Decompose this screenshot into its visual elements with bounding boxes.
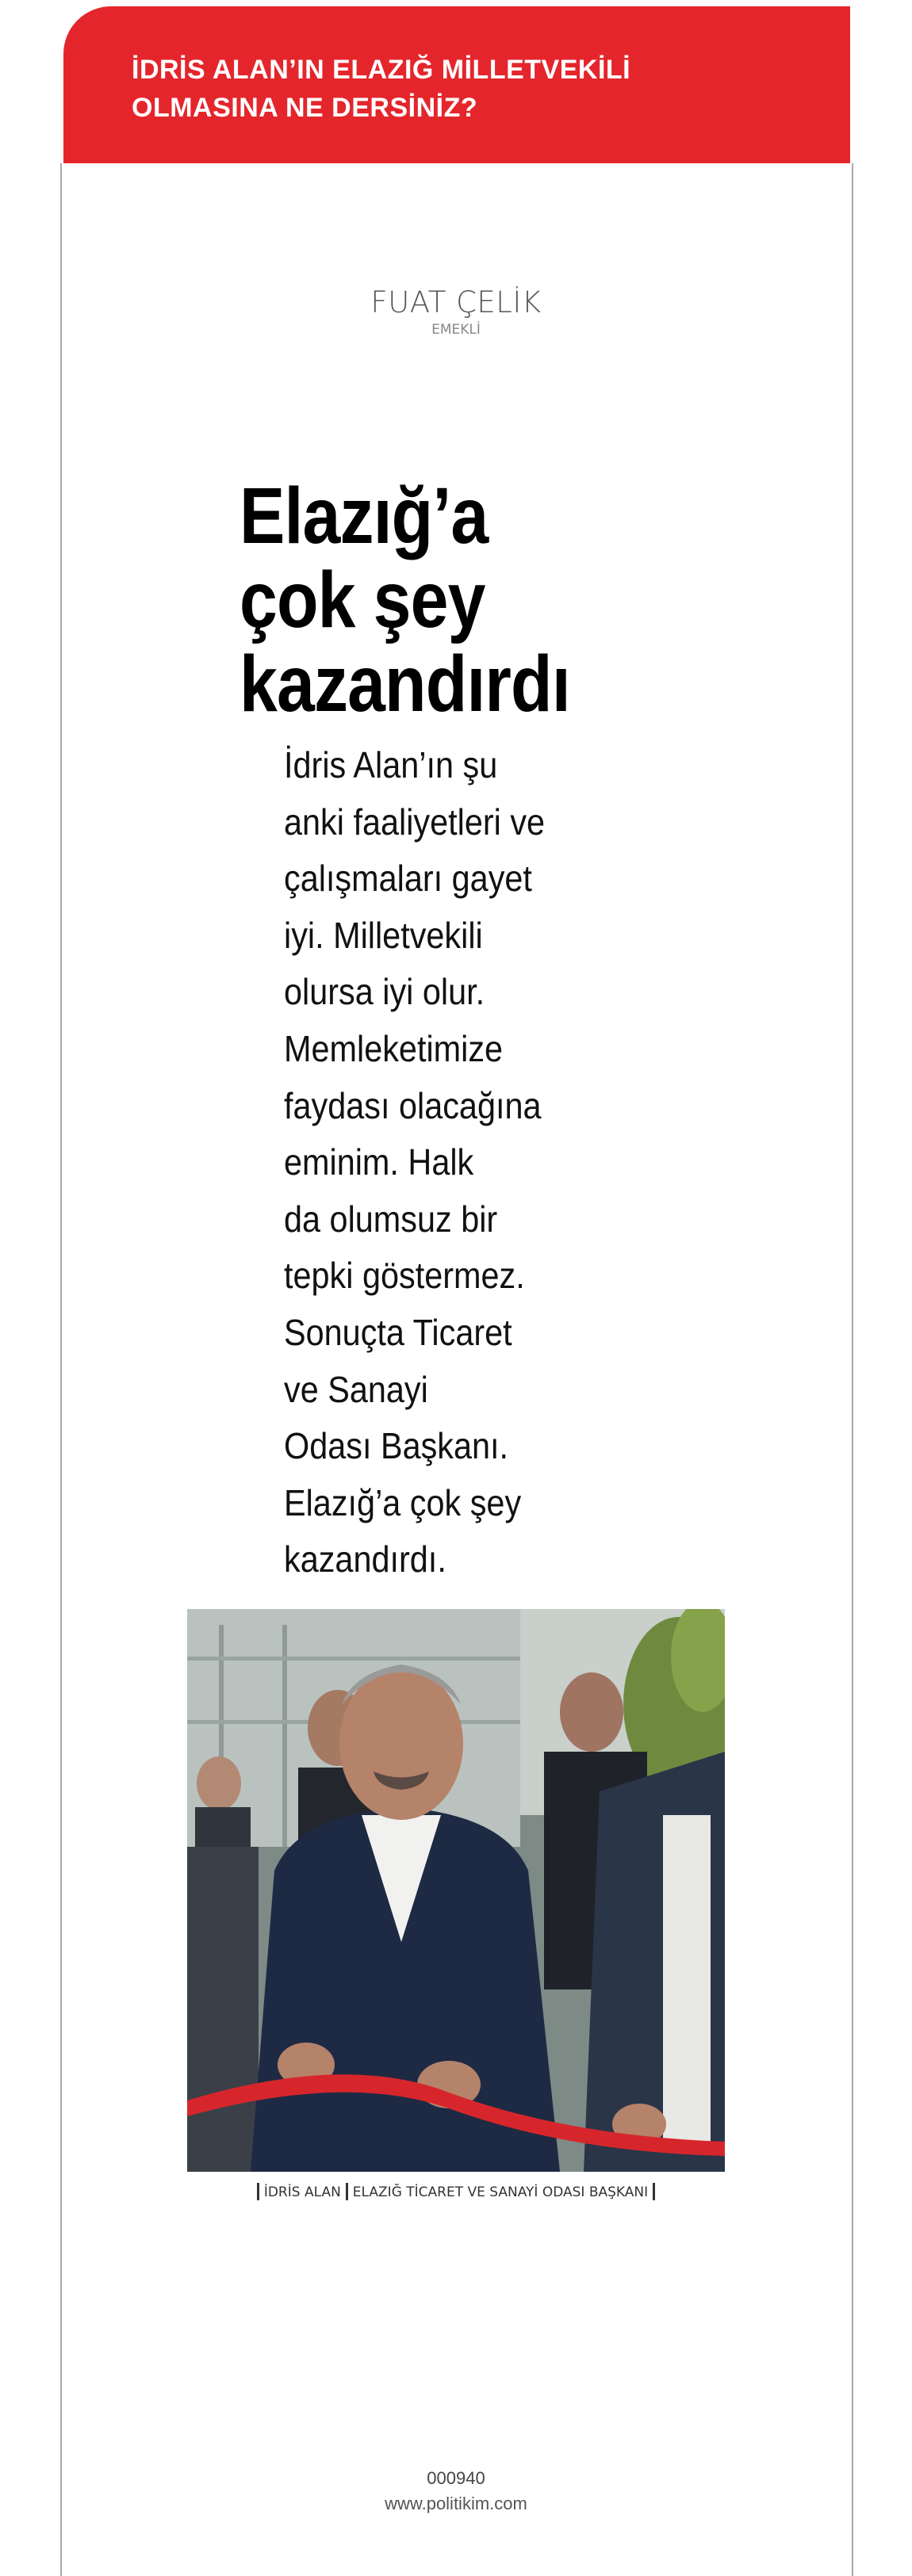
caption-separator	[346, 2183, 348, 2200]
body-line: kazandırdı.	[284, 1538, 446, 1580]
footer-url: www.politikim.com	[385, 2494, 527, 2513]
frame-line-right	[852, 163, 853, 2576]
headline	[239, 474, 594, 726]
body-line: da olumsuz bir	[284, 1198, 498, 1240]
body-line: tepki göstermez.	[284, 1255, 525, 1297]
person-name: FUAT ÇELİK	[370, 285, 542, 319]
body-line: faydası olacağına	[284, 1084, 542, 1126]
body-line: ve Sanayi	[284, 1368, 428, 1410]
caption-title: ELAZIĞ TİCARET VE SANAYİ ODASI BAŞKANI	[352, 2184, 649, 2200]
headline-line2: çok şey	[239, 556, 485, 644]
photo-illustration	[187, 1609, 725, 2172]
body-line: İdris Alan’ın şu	[284, 744, 498, 785]
person-role: EMEKLİ	[431, 322, 481, 338]
body-line: anki faaliyetleri ve	[284, 801, 546, 843]
caption-separator	[653, 2183, 655, 2200]
body-line: Odası Başkanı.	[284, 1425, 509, 1467]
headline-line1: Elazığ’a	[239, 472, 489, 560]
footer-code: 000940	[427, 2468, 485, 2488]
body-line: olursa iyi olur.	[284, 971, 485, 1013]
body-line: Memleketimize	[284, 1027, 504, 1069]
headline-line3: kazandırdı	[239, 640, 570, 728]
photo-caption	[0, 2183, 912, 2202]
article-photo	[187, 1609, 725, 2172]
body-line: eminim. Halk	[284, 1141, 474, 1183]
banner-title-line2: OLMASINA NE DERSİNİZ?	[132, 93, 478, 123]
banner-title	[132, 51, 687, 127]
body-line: iyi. Milletvekili	[284, 914, 483, 956]
caption-name: İDRİS ALAN	[263, 2184, 341, 2200]
person-block	[0, 285, 912, 338]
body-line: çalışmaları gayet	[284, 858, 532, 900]
body-line: Elazığ’a çok şey	[284, 1481, 522, 1523]
frame-line-left	[60, 163, 62, 2576]
caption-separator	[257, 2183, 259, 2200]
body-line: Sonuçta Ticaret	[284, 1311, 512, 1353]
footer	[0, 2467, 912, 2517]
banner-title-line1: İDRİS ALAN’IN ELAZIĞ MİLLETVEKİLİ	[132, 55, 631, 85]
header-banner	[63, 6, 850, 163]
body-text	[284, 737, 584, 1588]
